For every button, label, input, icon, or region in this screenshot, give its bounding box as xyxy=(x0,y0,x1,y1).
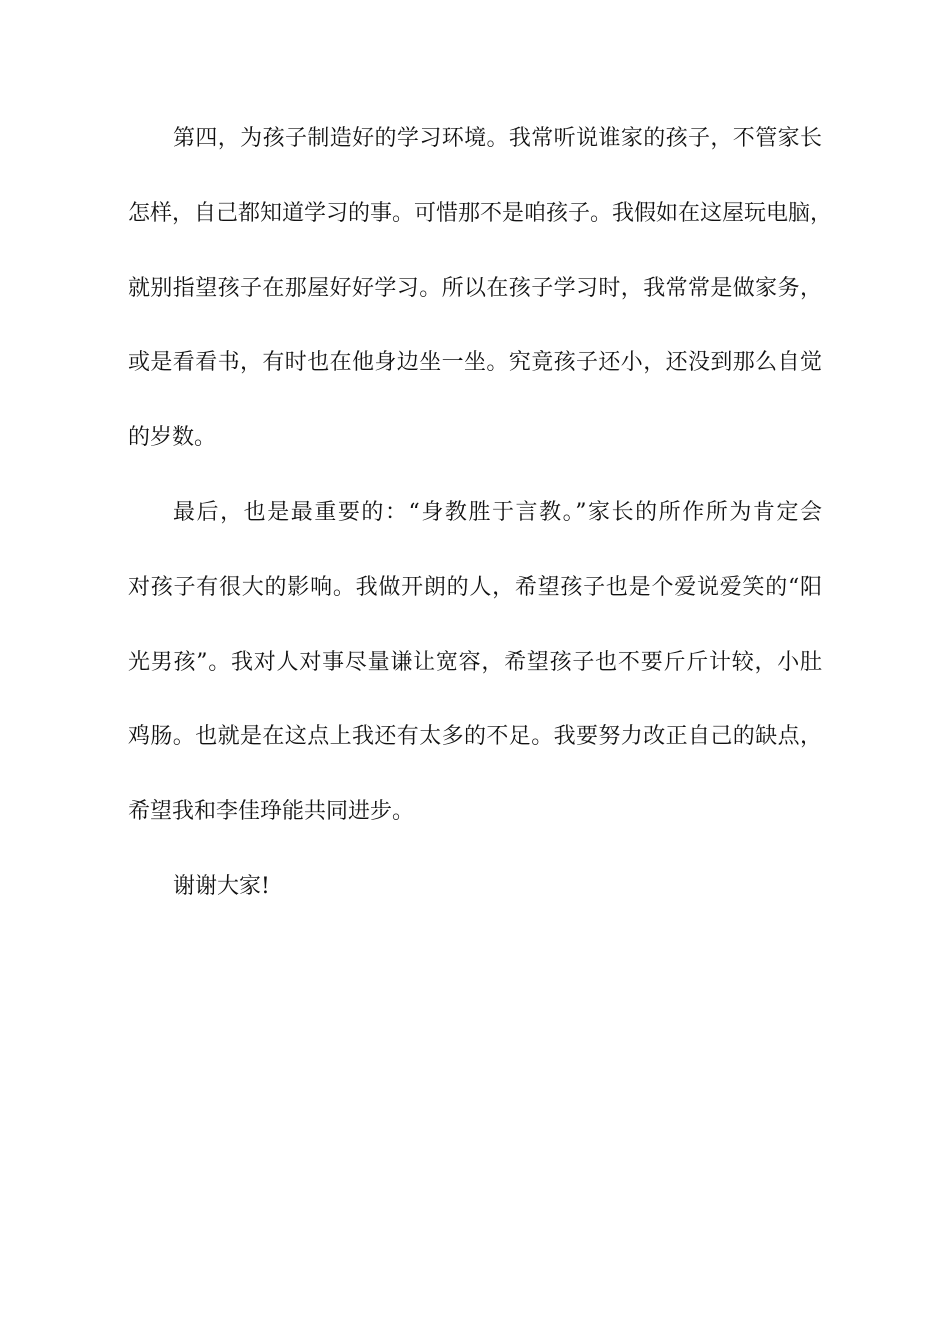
paragraph-1-line-3: 就别指望孩子在那屋好好学习。所以在孩子学习时，我常常是做家务， xyxy=(128,276,822,301)
paragraph-2-line-1: 最后，也是最重要的：“身教胜于言教。”家长的所作所为肯定会 xyxy=(173,500,822,525)
paragraph-1-line-2: 怎样，自己都知道学习的事。可惜那不是咱孩子。我假如在这屋玩电脑， xyxy=(128,201,833,226)
paragraph-1-line-1: 第四，为孩子制造好的学习环境。我常听说谁家的孩子，不管家长 xyxy=(173,126,822,151)
paragraph-2-line-2: 对孩子有很大的影响。我做开朗的人，希望孩子也是个爱说爱笑的“阳 xyxy=(128,575,822,600)
paragraph-2-line-3: 光男孩”。我对人对事尽量谦让宽容，希望孩子也不要斤斤计较，小肚 xyxy=(128,650,822,675)
paragraph-3-line-1: 谢谢大家! xyxy=(173,874,270,899)
paragraph-1-line-4: 或是看看书，有时也在他身边坐一坐。究竟孩子还小，还没到那么自觉 xyxy=(128,350,822,375)
paragraph-2-line-5: 希望我和李佳琤能共同进步。 xyxy=(128,799,415,824)
paragraph-2-line-4: 鸡肠。也就是在这点上我还有太多的不足。我要努力改正自己的缺点， xyxy=(128,724,822,749)
paragraph-1-line-5: 的岁数。 xyxy=(128,425,217,450)
